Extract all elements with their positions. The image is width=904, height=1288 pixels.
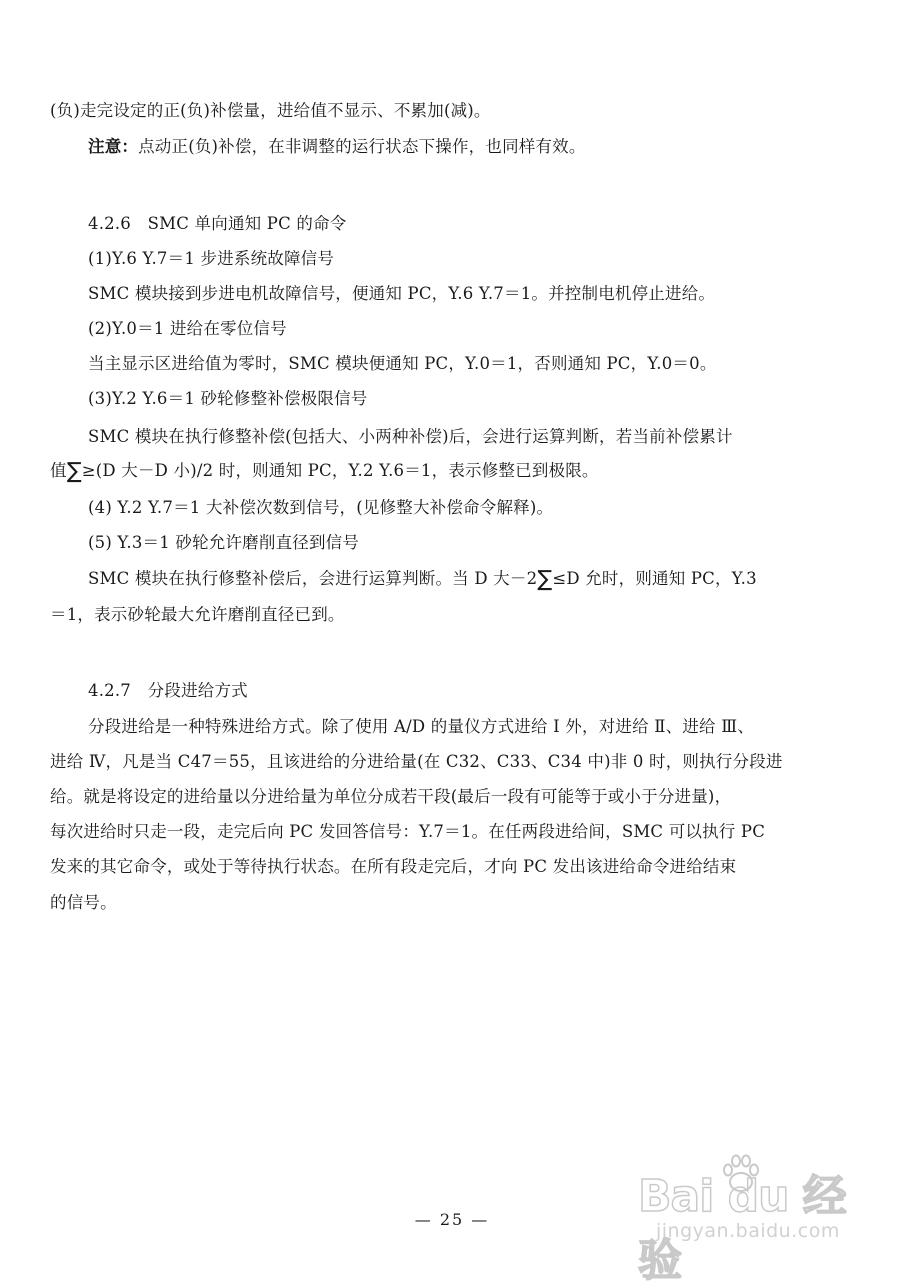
- text-line: 每次进给时只走一段，走完后向 PC 发回答信号：Y.7＝1。在任两段进给间，SMC 可以执行 PC: [50, 822, 766, 841]
- text-line: (1)Y.6 Y.7＝1 步进系统故障信号: [88, 249, 335, 268]
- text-fragment: ≤D 允时，则通知 PC，Y.3: [552, 569, 757, 588]
- text-line: 给。就是将设定的进给量以分进给量为单位分成若干段(最后一段有可能等于或小于分进量)，: [50, 787, 732, 806]
- note-paragraph: [88, 136, 586, 158]
- watermark-logo: Bai du 经验: [638, 1171, 846, 1286]
- note-label: 注意：: [88, 137, 139, 156]
- formula-line: [88, 568, 757, 590]
- text-fragment: 值: [50, 461, 67, 480]
- text-fragment: SMC 模块在执行修整补偿后，会进行运算判断。当 D 大－2: [88, 569, 538, 588]
- text-fragment: ≥(D 大－D 小)/2 时，则通知 PC，Y.2 Y.6＝1，表示修整已到极限。: [81, 461, 599, 480]
- text-line: 分段进给是一种特殊进给方式。除了使用 A/D 的量仪方式进给 Ⅰ 外，对进给 Ⅱ、进给 Ⅲ、: [88, 717, 755, 736]
- text-line: (3)Y.2 Y.6＝1 砂轮修整补偿极限信号: [88, 389, 368, 408]
- text-line: (4) Y.2 Y.7＝1 大补偿次数到信号，(见修整大补偿命令解释)。: [88, 498, 554, 517]
- text-line: 发来的其它命令，或处于等待执行状态。在所有段走完后，才向 PC 发出该进给命令进给结束: [50, 857, 737, 876]
- section-heading-4-2-6: 4.2.6 SMC 单向通知 PC 的命令: [88, 214, 347, 233]
- formula-line: [50, 460, 599, 482]
- watermark-url: jingyan.baidu.com: [656, 1220, 840, 1242]
- note-text: 点动正(负)补偿，在非调整的运行状态下操作，也同样有效。: [138, 137, 586, 156]
- text-line: ＝1，表示砂轮最大允许磨削直径已到。: [50, 605, 345, 624]
- baidu-jingyan-watermark: [638, 1150, 888, 1286]
- text-line: 进给 Ⅳ，凡是当 C47＝55，且该进给的分进给量(在 C32、C33、C34 中)非 0 时，则执行分段进: [50, 752, 783, 771]
- sum-symbol: ∑: [537, 567, 553, 592]
- text-line: (负)走完设定的正(负)补偿量，进给值不显示、不累加(减)。: [50, 101, 491, 120]
- text-line: 当主显示区进给值为零时，SMC 模块便通知 PC，Y.0＝1，否则通知 PC，Y.0＝0。: [88, 354, 717, 373]
- text-line: SMC 模块在执行修整补偿(包括大、小两种补偿)后，会进行运算判断，若当前补偿累计: [88, 427, 733, 446]
- text-line: (2)Y.0＝1 进给在零位信号: [88, 319, 287, 338]
- text-line: 的信号。: [50, 893, 117, 912]
- page-number: — 25 —: [414, 1210, 490, 1229]
- section-heading-4-2-7: 4.2.7 分段进给方式: [88, 681, 248, 700]
- sum-symbol: ∑: [66, 459, 82, 484]
- paw-icon: [716, 1150, 766, 1200]
- text-line: SMC 模块接到步进电机故障信号，便通知 PC，Y.6 Y.7＝1。并控制电机停止进给。: [88, 284, 716, 303]
- text-line: (5) Y.3＝1 砂轮允许磨削直径到信号: [88, 533, 360, 552]
